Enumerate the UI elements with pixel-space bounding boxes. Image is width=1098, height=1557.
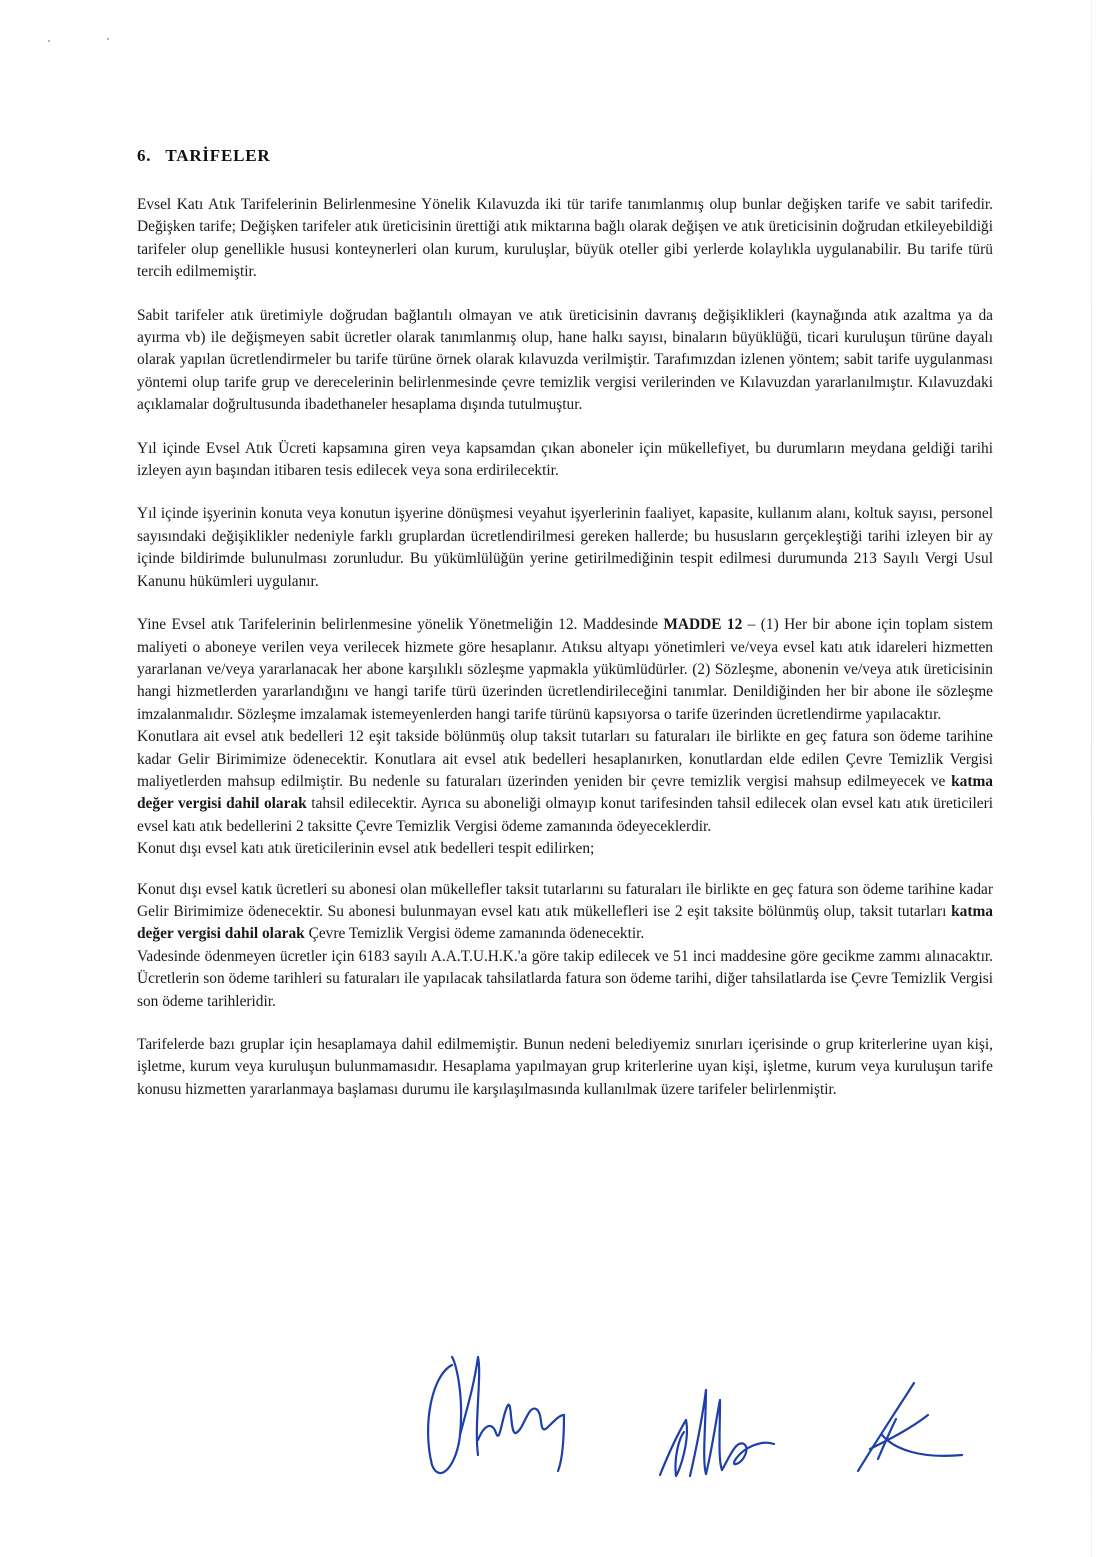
signature-1: [412, 1345, 582, 1485]
section-number: 6.: [137, 146, 152, 165]
paragraph-workplace-change: Yıl içinde işyerinin konuta veya konutun işyerine dönüşmesi veyahut işyerlerinin faaliyet, kapasite, kullanım alanı, koltuk sayısı, personel sayısındaki değişiklikler nedeniyle farklı gruplardan ücretlendirilmesi gereken hallerde; bu hususların gerçekleştiği tarihi izleyen bir ay içinde bildirimde bulunulması zorunludur. Bu yükümlülüğün yerine getirilmediğinin tespit edilmesi durumunda 213 Sayılı Vergi Usul Kanunu hükümleri uygulanır.: [137, 505, 993, 590]
konut-pre: Konutlara ait evsel atık bedelleri 12 eşit takside bölünmüş olup taksit tutarları su faturaları ile birlikte en geç fatura son ödeme tarihine kadar Gelir Birimimize ödenecektir. Konutlara ait evsel atık bedelleri hesaplanırken, konutlardan elde edilen Çevre Temizlik Vergisi maliyetlerden mahsup edilmiştir. Bu nedenle su faturaları üzerinden yeniden bir çevre temizlik vergisi mahsup edilmeyecek ve: [137, 728, 993, 790]
paragraph-nonresidential-fees: [137, 879, 993, 946]
paragraph-late-payment: Vadesinde ödenmeyen ücretler için 6183 sayılı A.A.T.U.H.K.'a göre takip edilecek ve 51 inci maddesine göre gecikme zammı alınacaktır. Ücretlerin son ödeme tarihleri su faturaları ile yapılacak tahsilatlarda fatura son ödeme tarihi, diğer tahsilatlarda ise Çevre Temizlik Vergisi son ödeme tarihleridir.: [137, 947, 993, 1010]
section-heading: [137, 146, 993, 166]
konut-bold: katma değer vergisi dahil olarak: [137, 772, 993, 813]
madde-post: – (1) Her bir abone için toplam sistem maliyeti o aboneye verilen veya verilecek hizmete göre hesaplanır. Atıksu altyapı yönetimleri ve/veya evsel katı atık idareleri hizmetten yararlanan ve/veya yararlanacak her abone karşılıklı sözleşme yapmakla yükümlüdürler. (2) Sözleşme, abonenin ve/veya atık üreticisinin hangi hizmetlerden yararlandığını ve hangi tarife türü üzerinden ücretlendirileceğini tanımlar. Denildiğinden her bir abone ile sözleşme imzalanmalıdır. Sözleşme imzalamak istemeyenlerden hangi tarife türünü kapsıyorsa o tarife üzerinden ücretlendirme yapılacaktır.: [137, 616, 994, 723]
madde-pre: Yine Evsel atık Tarifelerinin belirlenmesine yönelik Yönetmeliğin 12. Maddesinde: [137, 616, 664, 634]
konut-disi-pre: Konut dışı evsel katık ücretleri su abonesi olan mükellefler taksit tutarlarını su faturaları ile birlikte en geç fatura son ödeme tarihine kadar Gelir Birimimize ödenecektir. Su abonesi bulunmayan evsel katı atık mükellefleri ise 2 eşit taksite bölünmüş olup, taksit tutarları: [137, 880, 993, 920]
madde-bold: MADDE 12: [663, 616, 743, 634]
paragraph-excluded-groups: Tarifelerde bazı gruplar için hesaplamaya dahil edilmemiştir. Bunun nedeni belediyemiz sınırları içerisinde o grup kriterlerine uyan kişi, işletme, kurum veya kuruluşun bulunmamasıdır. Hesaplama yapılmayan grup kriterlerine uyan kişi, işletme, kurum veya kuruluşun tarife konusu hizmetten yararlanmaya başlaması durumu ile karşılaşılmasında kullanılmak üzere tarifeler belirlenmiştir.: [137, 1036, 993, 1098]
paragraph-subscription: Yıl içinde Evsel Atık Ücreti kapsamına giren veya kapsamdan çıkan aboneler için mükellefiyet, bu durumların meydana geldiği tarihi izleyen ayın başından itibaren tesis edilecek veya sona erdirilecektir.: [137, 439, 993, 480]
scan-speck: [48, 40, 50, 42]
paragraph-residential-fees: [137, 726, 993, 838]
scan-speck: [107, 38, 109, 40]
section-title: TARİFELER: [165, 146, 271, 165]
signature-3: [830, 1375, 970, 1485]
paragraph-fixed-tariffs: Sabit tarifeler atık üretimiyle doğrudan bağlantılı olmayan ve atık üreticisinin davranış değişiklikleri (kaynağında atık azaltma ya da ayırma vb) ile değişmeyen sabit ücretler olarak tanımlanmış olup, hane halkı sayısı, binaların büyüklüğü, ticari kuruluşun türüne dayalı olarak yapılan ücretlendirmeler bu tarife türüne örnek olarak kılavuzda verilmiştir. Tarafımızdan izlenen yöntem; sabit tarife uygulanması yöntemi olup tarife grup ve derecelerinin belirlenmesinde çevre temizlik vergisi verilerinden ve Kılavuzdan yararlanılmıştır. Kılavuzdaki açıklamalar doğrultusunda ibadethaneler hesaplama dışında tutulmuştur.: [137, 306, 993, 414]
konut-disi-post: Çevre Temizlik Vergisi ödeme zamanında ödenecektir.: [304, 925, 645, 943]
signature-2: [640, 1380, 780, 1490]
paragraph-madde-12: [137, 614, 993, 726]
paragraph-nonresidential-intro: Konut dışı evsel katı atık üreticilerinin evsel atık bedelleri tespit edilirken;: [137, 840, 595, 858]
document-body: [137, 146, 993, 1101]
paragraph-tariff-types: Evsel Katı Atık Tarifelerinin Belirlenmesine Yönelik Kılavuzda iki tür tarife tanımlanmış olup bunlar değişken tarife ve sabit tarifedir. Değişken tarife; Değişken tarifeler atık üreticisinin ürettiği atık miktarına bağlı olarak değişen ve atık üreticisinin doğrudan etkileyebildiği tarifeler olup genellikle hususi konteynerleri olan kurum, kuruluşlar, büyük oteller gibi yerlerde kolaylıkla uygulanabilir. Bu tarife türü tercih edilmemiştir.: [137, 196, 993, 281]
konut-post: tahsil edilecektir. Ayrıca su aboneliği olmayıp konut tarifesinden tahsil edilecek olan evsel katı atık üreticileri evsel katı atık bedellerini 2 taksitte Çevre Temizlik Vergisi ödeme zamanında ödeyeceklerdir.: [137, 795, 993, 835]
scan-edge-line: [1091, 0, 1092, 1557]
konut-disi-bold: katma değer vergisi dahil olarak: [137, 902, 993, 943]
